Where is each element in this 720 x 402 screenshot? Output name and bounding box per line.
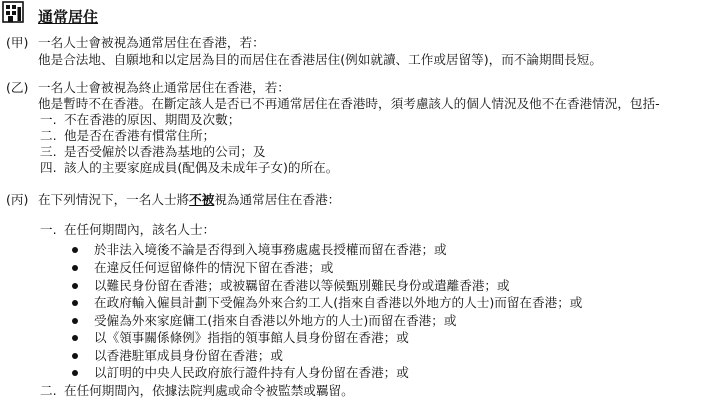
- clause-b-line2: 他是暫時不在香港。在斷定該人是否已不再通常居住在香港時，須考慮該人的個人情況及他不在香港情況，包括-: [38, 96, 660, 111]
- clause-c-line1-post: 視為通常居住在香港：: [214, 192, 341, 207]
- clause-b-item-num: 三.: [40, 144, 57, 159]
- clause-c-sub1-text: 在任何期間內，該名人士：: [64, 222, 216, 237]
- clause-b-label: (乙): [6, 80, 29, 95]
- clause-a-line2: 他是合法地、自願地和以定居為目的而居住在香港居住(例如就讀、工作或居留等)，而不論期間長短。: [38, 52, 602, 67]
- clause-a-label: (甲): [6, 35, 29, 50]
- bullet-dot: [72, 300, 78, 306]
- bullet-dot: [72, 335, 78, 341]
- condition-item: 以《領事關係條例》指指的領事館人員身份留在香港；或: [94, 330, 409, 345]
- clause-c-line1: [38, 192, 340, 208]
- clause-b-item-num: 四.: [40, 160, 57, 175]
- clause-b-item-num: 二.: [40, 128, 57, 143]
- condition-item: 在違反任何逗留條件的情況下留在香港；或: [94, 260, 334, 275]
- clause-b-item-text: 該人的主要家庭成員(配偶及未成年子女)的所在。: [64, 160, 339, 175]
- bullet-dot: [72, 283, 78, 289]
- condition-item: 以難民身份留在香港；或被羈留在香港以等候甄別難民身份或遣離香港；或: [94, 278, 510, 293]
- building-icon: [2, 1, 24, 23]
- bullet-dot: [72, 318, 78, 324]
- clause-b-item-num: 一.: [40, 112, 57, 127]
- bullet-dot: [72, 370, 78, 376]
- clause-c-line1-pre: 在下列情況下，一名人士將: [38, 192, 190, 207]
- condition-item: 受僱為外來家庭傭工(指來自香港以外地方的人士)而留在香港；或: [94, 313, 457, 328]
- clause-b-item-text: 是否受僱於以香港為基地的公司；及: [64, 144, 266, 159]
- clause-c-emphasis: 不被: [189, 192, 215, 207]
- clause-c-label: (丙): [6, 192, 29, 207]
- clause-c-sub2-num: 二.: [40, 383, 57, 398]
- condition-item: 於非法入境後不論是否得到入境事務處處長授權而留在香港；或: [94, 242, 447, 257]
- clause-b-line1: 一名人士會被視為終止通常居住在香港，若：: [38, 80, 290, 95]
- clause-b-item-text: 他是否在香港有慣常住所；: [64, 128, 216, 143]
- clause-c-sub1-num: 一.: [40, 222, 57, 237]
- section-title: 通常居住: [38, 8, 99, 26]
- condition-item: 以訂明的中央人民政府旅行證件持有人身份留在香港；或: [94, 365, 409, 380]
- condition-item: 在政府輸入僱員計劃下受僱為外來合約工人(指來自香港以外地方的人士)而留在香港；或: [94, 295, 583, 310]
- clause-c-sub2-text: 在任何期間內，依據法院判處或命令被監禁或羈留。: [64, 383, 354, 398]
- condition-item: 以香港駐軍成員身份留在香港；或: [94, 348, 283, 363]
- clause-b-item-text: 不在香港的原因、期間及次數；: [64, 112, 241, 127]
- clause-a-line1: 一名人士會被視為通常居住在香港，若：: [38, 35, 265, 50]
- bullet-dot: [72, 265, 78, 271]
- bullet-dot: [72, 247, 78, 253]
- bullet-dot: [72, 353, 78, 359]
